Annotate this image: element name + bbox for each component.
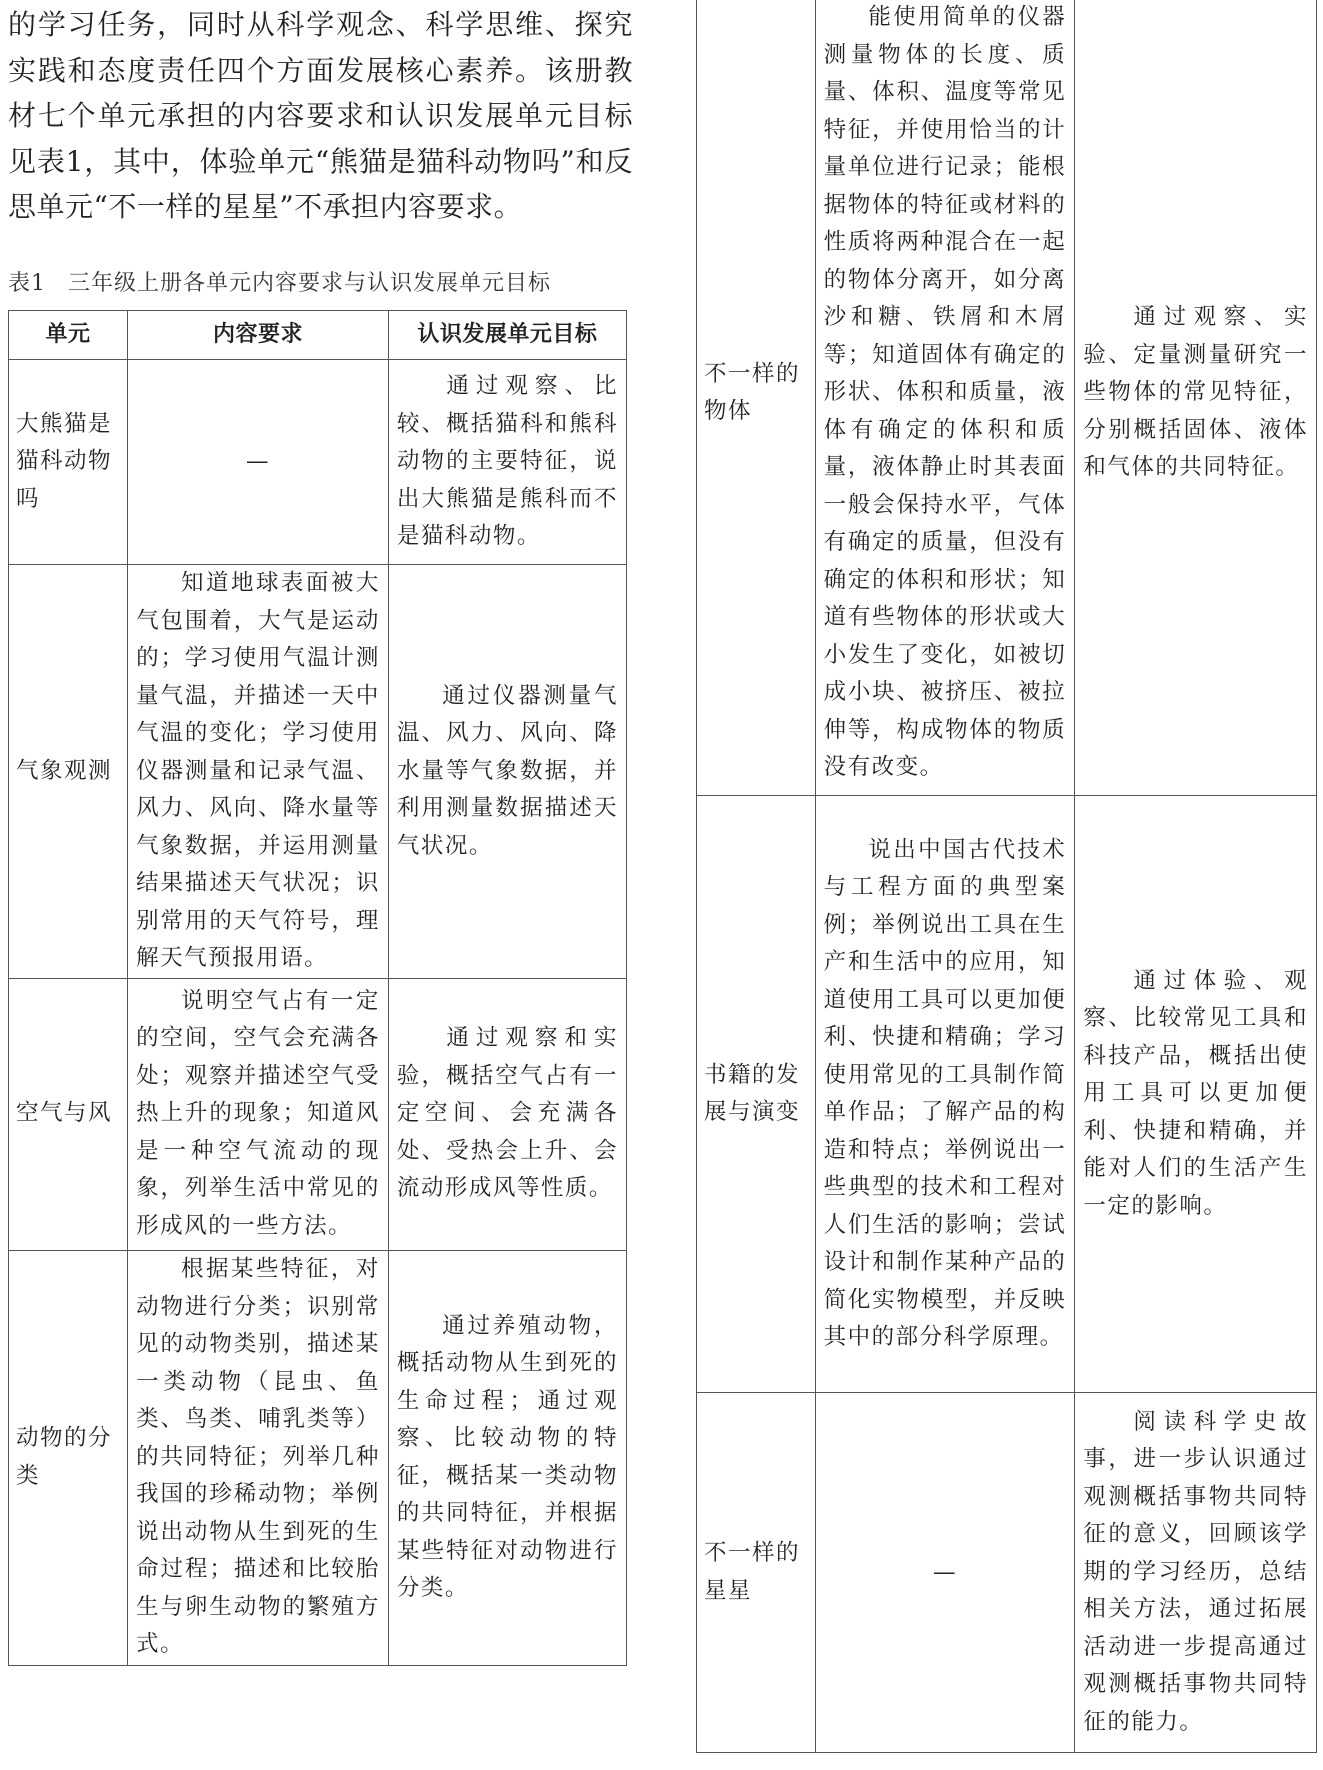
table-row [9, 1250, 627, 1665]
table-number: 表1 [8, 271, 46, 296]
table-row [9, 978, 627, 1250]
right-table [696, 0, 1317, 1753]
unit-cell: 大熊猫是猫科动物吗 [9, 360, 128, 565]
unit-cell: 书籍的发展与演变 [697, 796, 816, 1393]
goal-cell: 通过养殖动物，概括动物从生到死的生命过程；通过观察、比较动物的特征，概括某一类动物的共同特征，并根据某些特征对动物进行分类。 [388, 1250, 626, 1665]
goal-cell: 通过观察、实验、定量测量研究一些物体的常见特征，分别概括固体、液体和气体的共同特征。 [1075, 0, 1317, 796]
table-header-row [9, 311, 627, 360]
table-row [697, 0, 1317, 796]
table-title: 三年级上册各单元内容要求与认识发展单元目标 [68, 271, 552, 296]
table-row [9, 360, 627, 565]
table-caption [8, 266, 633, 297]
content-cell: 说明空气占有一定的空间，空气会充满各处；观察并描述空气受热上升的现象；知道风是一种空气流动的现象，列举生活中常见的形成风的一些方法。 [128, 978, 389, 1250]
unit-cell: 不一样的星星 [697, 1393, 816, 1753]
left-table [8, 310, 627, 1666]
unit-cell: 动物的分类 [9, 1250, 128, 1665]
table-row [697, 796, 1317, 1393]
unit-cell: 空气与风 [9, 978, 128, 1250]
content-cell: 知道地球表面被大气包围着，大气是运动的；学习使用气温计测量气温，并描述一天中气温的变化；学习使用仪器测量和记录气温、风力、风向、降水量等气象数据，并运用测量结果描述天气状况；识别常用的天气符号，理解天气预报用语。 [128, 565, 389, 979]
content-cell: — [815, 1393, 1075, 1753]
table-row [9, 565, 627, 979]
goal-cell: 通过观察和实验，概括空气占有一定空间、会充满各处、受热会上升、会流动形成风等性质。 [388, 978, 626, 1250]
content-cell: 根据某些特征，对动物进行分类；识别常见的动物类别，描述某一类动物（昆虫、鱼类、鸟类、哺乳类等）的共同特征；列举几种我国的珍稀动物；举例说出动物从生到死的生命过程；描述和比较胎生与卵生动物的繁殖方式。 [128, 1250, 389, 1665]
table-row [697, 1393, 1317, 1753]
goal-cell: 通过体验、观察、比较常见工具和科技产品，概括出使用工具可以更加便利、快捷和精确，并能对人们的生活产生一定的影响。 [1075, 796, 1317, 1393]
goal-cell: 阅读科学史故事，进一步认识通过观测概括事物共同特征的意义，回顾该学期的学习经历，总结相关方法，通过拓展活动进一步提高通过观测概括事物共同特征的能力。 [1075, 1393, 1317, 1753]
unit-cell: 不一样的物体 [697, 0, 816, 796]
content-cell: 能使用简单的仪器测量物体的长度、质量、体积、温度等常见特征，并使用恰当的计量单位进行记录；能根据物体的特征或材料的性质将两种混合在一起的物体分离开，如分离沙和糖、铁屑和木屑等；知道固体有确定的形状、体积和质量，液体有确定的体积和质量，液体静止时其表面一般会保持水平，气体有确定的质量，但没有确定的体积和形状；知道有些物体的形状或大小发生了变化，如被切成小块、被挤压、被拉伸等，构成物体的物质没有改变。 [815, 0, 1075, 796]
unit-cell: 气象观测 [9, 565, 128, 979]
goal-cell: 通过观察、比较、概括猫科和熊科动物的主要特征，说出大熊猫是熊科而不是猫科动物。 [388, 360, 626, 565]
content-cell: — [128, 360, 389, 565]
header-content: 内容要求 [128, 311, 389, 360]
content-cell: 说出中国古代技术与工程方面的典型案例；举例说出工具在生产和生活中的应用，知道使用工具可以更加便利、快捷和精确；学习使用常见的工具制作简单作品；了解产品的构造和特点；举例说出一些典型的技术和工程对人们生活的影响；尝试设计和制作某种产品的简化实物模型，并反映其中的部分科学原理。 [815, 796, 1075, 1393]
intro-paragraph: 的学习任务，同时从科学观念、科学思维、探究实践和态度责任四个方面发展核心素养。该册教材七个单元承担的内容要求和认识发展单元目标见表1，其中，体验单元“熊猫是猫科动物吗”和反思单元“不一样的星星”不承担内容要求。 [8, 8, 633, 223]
header-goal: 认识发展单元目标 [388, 311, 626, 360]
header-unit: 单元 [9, 311, 128, 360]
goal-cell: 通过仪器测量气温、风力、风向、降水量等气象数据，并利用测量数据描述天气状况。 [388, 565, 626, 979]
